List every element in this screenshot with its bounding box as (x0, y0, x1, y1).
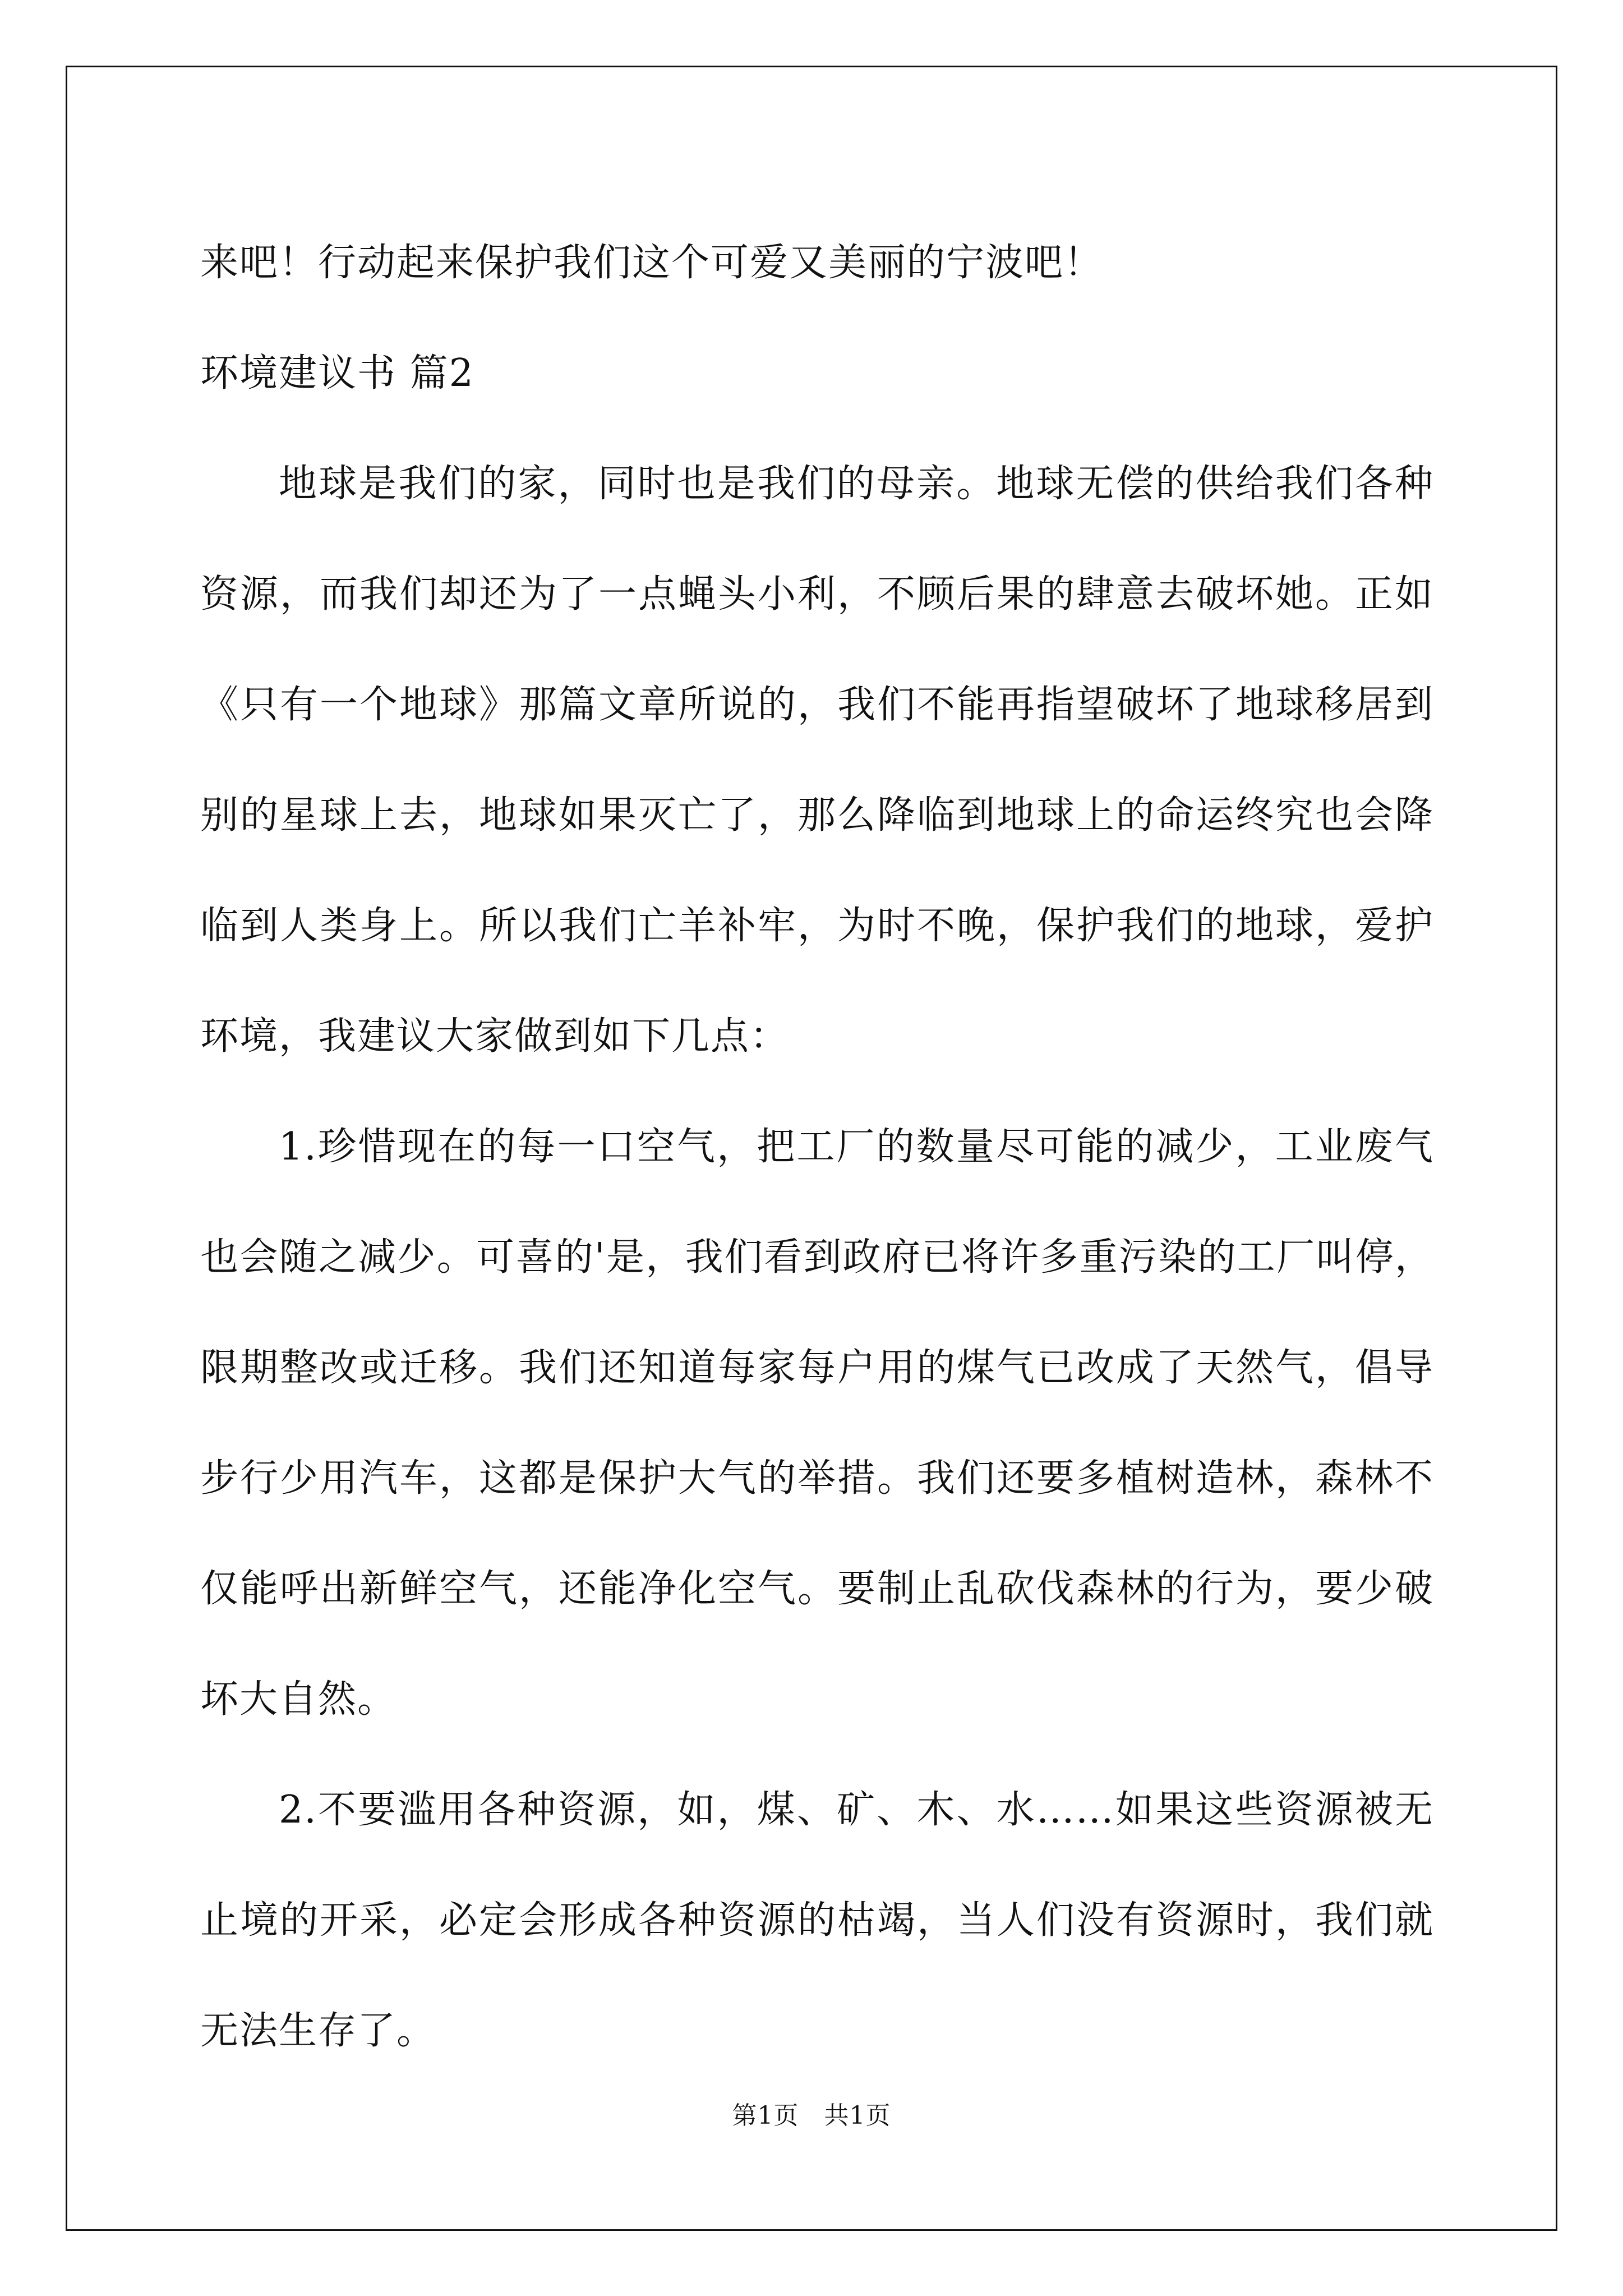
paragraph-intro: 地球是我们的家，同时也是我们的母亲。地球无偿的供给我们各种资源，而我们却还为了一点蝇头小利，不顾后果的肆意去破坏她。正如《只有一个地球》那篇文章所说的，我们不能再指望破坏了地球移居到别的星球上去，地球如果灭亡了，那么降临到地球上的命运终究也会降临到人类身上。所以我们亡羊补牢，为时不晚，保护我们的地球，爱护环境，我建议大家做到如下几点： (200, 462, 1434, 1059)
document-body (200, 208, 1434, 2086)
continuation-line: 来吧！行动起来保护我们这个可爱又美丽的宁波吧！ (200, 241, 1104, 285)
section-title: 环境建议书 篇2 (200, 351, 474, 395)
page-footer: 第1页 共1页 (732, 2101, 891, 2130)
paragraph-point-1: 1.珍惜现在的每一口空气，把工厂的数量尽可能的减少，工业废气也会随之减少。可喜的'是，我们看到政府已将许多重污染的工厂叫停，限期整改或迁移。我们还知道每家每户用的煤气已改成了天然气，倡导步行少用汽车，这都是保护大气的举措。我们还要多植树造林，森林不仅能呼出新鲜空气，还能净化空气。要制止乱砍伐森林的行为，要少破坏大自然。 (200, 1125, 1434, 1722)
paragraph-point-2: 2.不要滥用各种资源，如，煤、矿、木、水……如果这些资源被无止境的开采，必定会形成各种资源的枯竭，当人们没有资源时，我们就无法生存了。 (200, 1788, 1434, 2053)
